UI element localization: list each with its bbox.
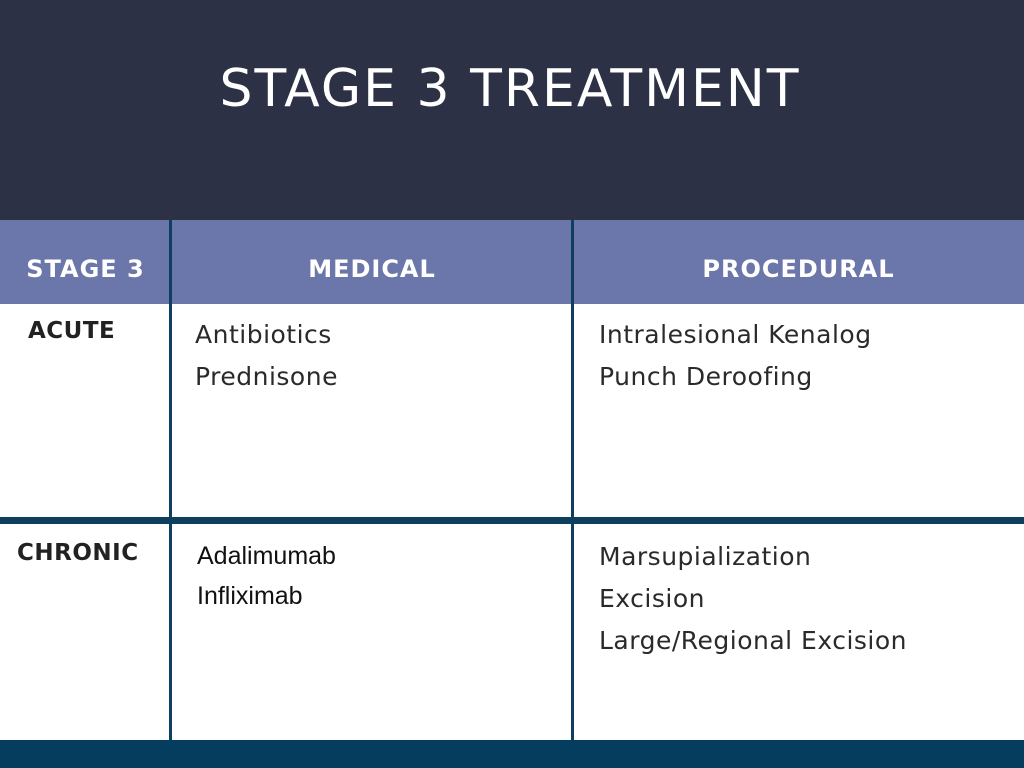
list-item: Intralesional Kenalog — [599, 320, 872, 349]
acute-medical-list — [195, 314, 338, 398]
list-item: Large/Regional Excision — [599, 626, 908, 655]
row-label-chronic: CHRONIC — [17, 540, 139, 566]
chronic-medical-list — [197, 536, 336, 616]
list-item: Prednisone — [195, 362, 338, 391]
list-item: Antibiotics — [195, 320, 332, 349]
acute-procedural-list — [599, 314, 872, 398]
row-label-acute: ACUTE — [28, 318, 116, 344]
table-header-row — [0, 220, 1024, 304]
column-divider-2 — [571, 220, 574, 740]
page-title: STAGE 3 TREATMENT — [219, 59, 801, 119]
header-procedural: PROCEDURAL — [702, 255, 895, 283]
list-item: Adalimumab — [197, 542, 336, 570]
list-item: Infliximab — [197, 582, 303, 610]
list-item: Excision — [599, 584, 705, 613]
header-medical: MEDICAL — [308, 255, 436, 283]
list-item: Marsupialization — [599, 542, 812, 571]
column-divider-1 — [169, 220, 172, 740]
list-item: Punch Deroofing — [599, 362, 813, 391]
footer-bar — [0, 740, 1024, 768]
chronic-procedural-list — [599, 536, 907, 662]
header-stage-3: STAGE 3 — [26, 255, 145, 283]
row-divider — [0, 517, 1024, 524]
